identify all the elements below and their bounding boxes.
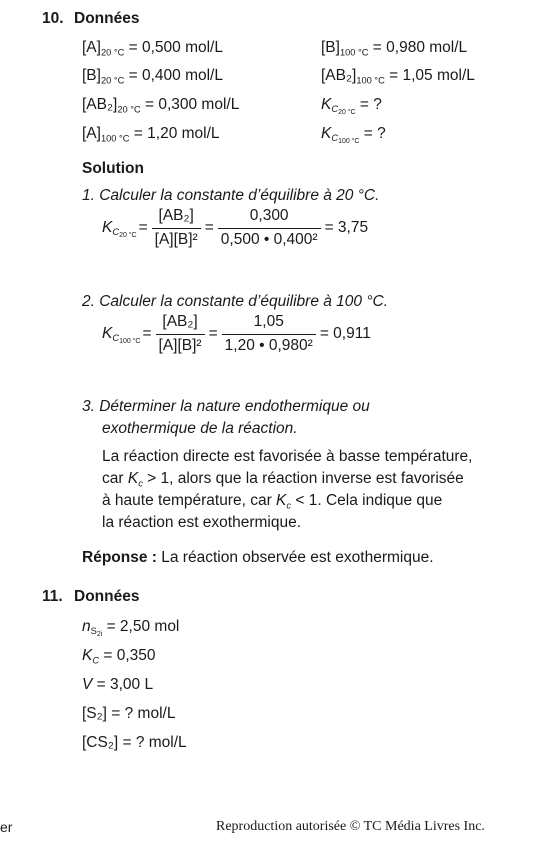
data-AB2-100: $[AB_2]_{100 ^\circ C} = 1,05$ mol/L xyxy=(321,67,475,86)
eq1-lhs: $K_{C_{20 ^\circ C}}$ xyxy=(102,218,137,240)
equation-2: $K_{C_{100 ^\circ C}}$ = $\frac{\text{[AB₂]}}{\text{[A][B]²}}$ = $\frac{1,05}{\text{1,20 • 0,980²}}$ = 0,911 xyxy=(102,312,371,357)
step-3-line-2: exothermique de la réaction. xyxy=(102,420,298,437)
step-1: 1. Calculer la constante d’équilibre à 20 °C. xyxy=(82,187,380,204)
data-B-20: $[B]_{20 ^\circ C} = 0,400$ mol/L xyxy=(82,67,223,86)
data-n-S2i: $n_{S_{2i}} = 2,50$ mol xyxy=(82,618,180,639)
eq2-fraction-numeric: $\frac{1,05}{\text{1,20 • 0,980²}}$ xyxy=(222,312,316,357)
question-11-number: 11. xyxy=(42,588,63,605)
data-Kc: $K_C = 0,350$ xyxy=(82,647,156,666)
question-11-heading: Données xyxy=(74,588,140,605)
question-10-number: 10. xyxy=(42,10,64,27)
explanation-line-4: la réaction est exothermique. xyxy=(102,514,302,531)
solution-heading: Solution xyxy=(82,160,144,177)
explanation-line-3: à haute température, car $K_c < 1$. Cela indique que xyxy=(102,492,443,511)
data-B-100: $[B]_{100 ^\circ C} = 0,980$ mol/L xyxy=(321,39,468,58)
equation-1: $K_{C_{20 ^\circ C}}$ = $\frac{\text{[AB₂]}}{\text{[A][B]²}}$ = $\frac{0,300}{\text{0,500 • 0,400²}}$ = 3,75 xyxy=(102,206,368,251)
data-V: V = 3,00 L xyxy=(82,676,154,693)
step-3-line-1: 3. Déterminer la nature endothermique ou xyxy=(82,398,370,415)
explanation-paragraph xyxy=(102,446,472,534)
data-Kc-20: $K_{C_{20 ^\circ C}}$ = ? xyxy=(321,96,382,117)
explanation-line-2: car $K_c > 1$, alors que la réaction inverse est favorisée xyxy=(102,470,464,489)
data-S2: [S₂] = ? mol/L xyxy=(82,705,176,722)
eq2-result: = 0,911 xyxy=(319,324,371,342)
step-2: 2. Calculer la constante d’équilibre à 100 °C. xyxy=(82,293,389,310)
eq1-result: = 3,75 xyxy=(324,218,369,236)
data-A-20: $[A]_{20 ^\circ C} = 0,500$ mol/L xyxy=(82,39,223,58)
footer-copyright: Reproduction autorisée © TC Média Livres Inc. xyxy=(216,819,485,834)
explanation-line-1: La réaction directe est favorisée à basse température, xyxy=(102,448,473,465)
eq1-fraction-numeric: $\frac{0,300}{\text{0,500 • 0,400²}}$ xyxy=(218,206,321,251)
data-A-100: $[A]_{100 ^\circ C} = 1,20$ mol/L xyxy=(82,125,220,144)
question-10-heading: Données xyxy=(74,10,140,27)
data-Kc-100: $K_{C_{100 ^\circ C}}$ = ? xyxy=(321,125,386,146)
footer-left-text: er xyxy=(0,819,13,835)
eq1-fraction-symbolic: $\frac{\text{[AB₂]}}{\text{[A][B]²}}$ xyxy=(152,206,201,251)
eq2-fraction-symbolic: $\frac{\text{[AB₂]}}{\text{[A][B]²}}$ xyxy=(156,312,205,357)
data-CS2: [CS₂] = ? mol/L xyxy=(82,734,187,751)
data-AB2-20: $[AB_2]_{20 ^\circ C} = 0,300$ mol/L xyxy=(82,96,240,115)
eq2-lhs: $K_{C_{100 ^\circ C}}$ xyxy=(102,324,141,346)
answer-line: Réponse : La réaction observée est exothermique. xyxy=(82,549,434,566)
